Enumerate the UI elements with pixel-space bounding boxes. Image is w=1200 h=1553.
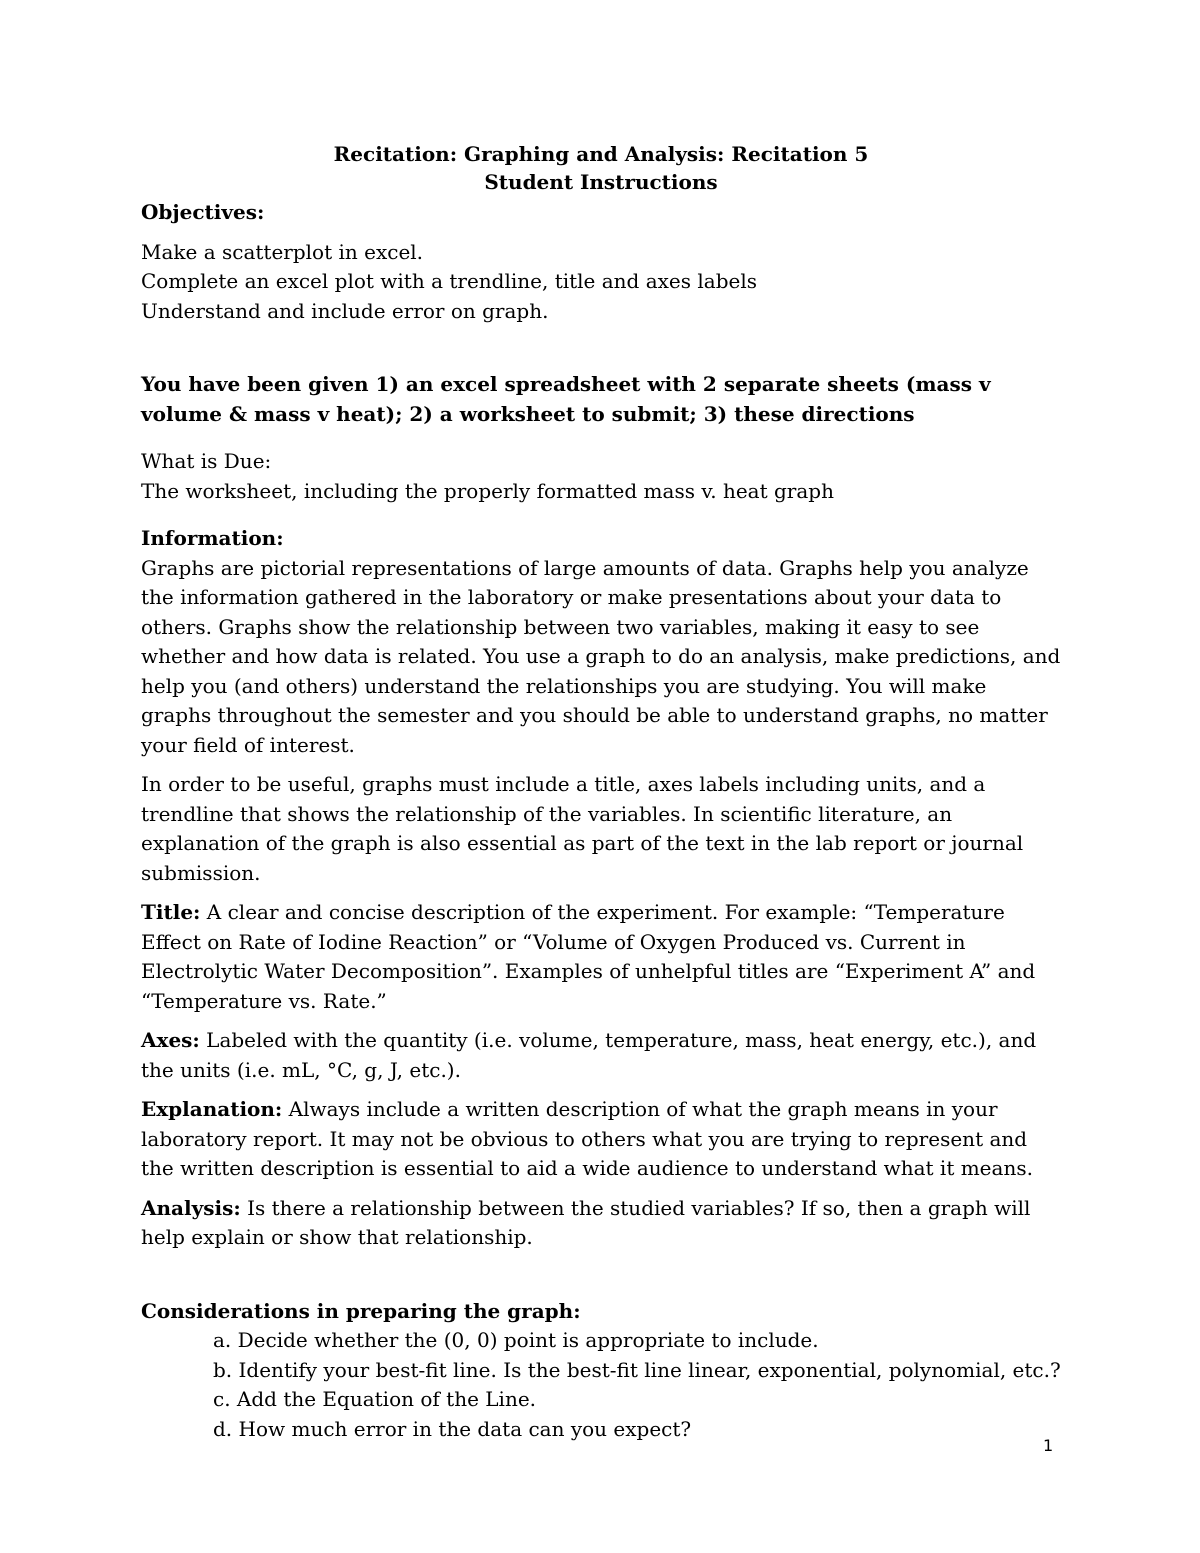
title-line-2: Student Instructions xyxy=(484,170,718,194)
considerations-list xyxy=(141,1326,1061,1444)
title-line-1: Recitation: Graphing and Analysis: Recitation 5 xyxy=(333,142,869,166)
page-content xyxy=(141,140,1061,1444)
due-text: The worksheet, including the properly formatted mass v. heat graph xyxy=(141,478,834,503)
considerations-heading: Considerations in preparing the graph: xyxy=(141,1298,581,1323)
definition-axes xyxy=(141,1026,1061,1085)
objectives-heading: Objectives: xyxy=(141,200,265,224)
consideration-item: a. Decide whether the (0, 0) point is appropriate to include. xyxy=(213,1328,819,1352)
definition-text: Is there a relationship between the studied variables? If so, then a graph will help explain or show that relationship. xyxy=(141,1195,1031,1249)
objectives-list xyxy=(141,238,1061,327)
consideration-item: d. How much error in the data can you expect? xyxy=(213,1416,692,1441)
due-label: What is Due: xyxy=(141,449,272,473)
consideration-item: b. Identify your best-fit line. Is the best-fit line linear, exponential, polynomial, etc.? xyxy=(213,1357,1061,1382)
definition-text: A clear and concise description of the experiment. For example: “Temperature Effect on Rate of Iodine Reaction” or “Volume of Oxygen Produced vs. Current in Electrolytic Water Decomposition”. Examples of unhelpful titles are “Experiment A” and “Temperature vs. Rate.” xyxy=(141,900,1036,1013)
definition-term: Title: xyxy=(141,900,201,924)
page-number: 1 xyxy=(1043,1436,1054,1455)
document-title xyxy=(141,140,1061,196)
definition-analysis xyxy=(141,1194,1061,1253)
definition-title xyxy=(141,898,1061,1016)
definition-text: Labeled with the quantity (i.e. volume, temperature, mass, heat energy, etc.), and the units (i.e. mL, °C, g, J, etc.). xyxy=(141,1028,1037,1082)
consideration-item: c. Add the Equation of the Line. xyxy=(213,1387,537,1411)
definition-term: Explanation: xyxy=(141,1097,283,1121)
information-paragraph-1: Graphs are pictorial representations of large amounts of data. Graphs help you analyze the information gathered in the laboratory or make presentations about your data to others. Graphs show the relationship between two variables, making it easy to see whether and how data is related. You use a graph to do an analysis, make predictions, and help you (and others) understand the relationships you are studying. You will make graphs throughout the semester and you should be able to understand graphs, no matter your field of interest. xyxy=(141,555,1061,757)
given-materials-statement: You have been given 1) an excel spreadsheet with 2 separate sheets (mass v volume & mass v heat); 2) a worksheet to submit; 3) these directions xyxy=(141,372,991,426)
definition-term: Analysis: xyxy=(141,1195,241,1220)
definition-term: Axes: xyxy=(141,1028,200,1052)
objective-item: Make a scatterplot in excel. xyxy=(141,239,424,264)
objective-item: Complete an excel plot with a trendline, title and axes labels xyxy=(141,269,757,293)
information-paragraph-2: In order to be useful, graphs must include a title, axes labels including units, and a trendline that shows the relationship of the variables. In scientific literature, an explanation of the graph is also essential as part of the text in the lab report or journal submission. xyxy=(141,772,1024,885)
objective-item: Understand and include error on graph. xyxy=(141,298,549,323)
information-heading: Information: xyxy=(141,526,284,550)
definition-text: Always include a written description of what the graph means in your laboratory report. It may not be obvious to others what you are trying to represent and the written description is essential to aid a wide audience to understand what it means. xyxy=(141,1097,1033,1180)
definition-explanation xyxy=(141,1095,1061,1184)
